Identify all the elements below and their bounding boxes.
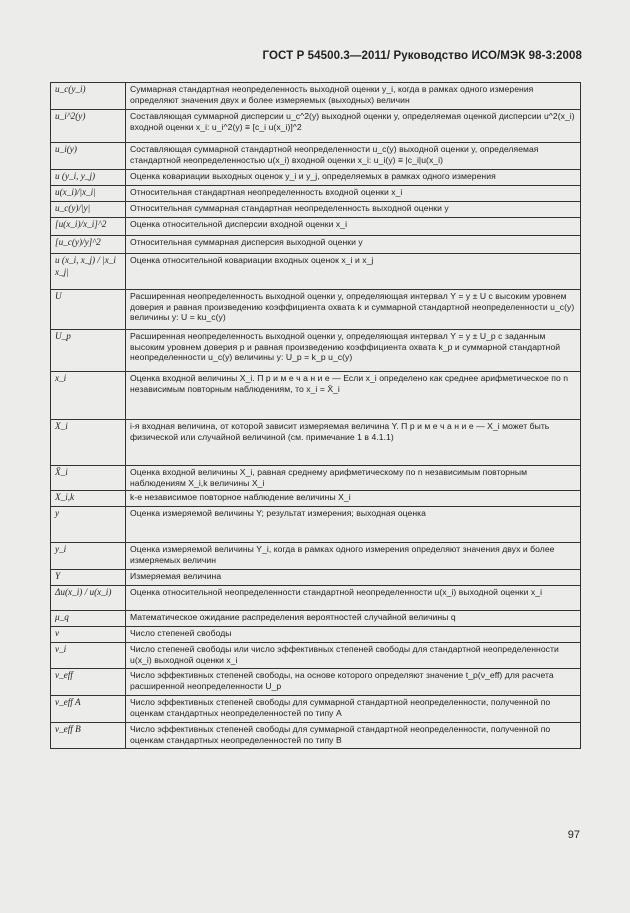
description-cell: Оценка относительной ковариации входных оценок x_i и x_j (126, 254, 581, 290)
symbol-cell: u_i(y) (51, 143, 126, 170)
table-row (51, 236, 581, 254)
symbol-cell: u (y_i, y_j) (51, 170, 126, 186)
table-row (51, 83, 581, 110)
table-row (51, 543, 581, 570)
description-cell: Оценка относительной дисперсии входной оценки x_i (126, 218, 581, 236)
symbol-cell: u (x_i, x_j) / |x_i x_j| (51, 254, 126, 290)
table-row (51, 507, 581, 543)
symbols-table (50, 82, 581, 749)
table-row (51, 254, 581, 290)
table-row (51, 218, 581, 236)
symbol-cell: y (51, 507, 126, 543)
table-row (51, 170, 581, 186)
description-cell: Число степеней свободы (126, 627, 581, 643)
table-row (51, 611, 581, 627)
symbol-cell: ν_eff B (51, 723, 126, 749)
description-cell: Оценка входной величины X_i. П р и м е ч а н и е — Если x_i определено как среднее арифметическое по n независимым повторным наблюдениям, то x_i = X̄_i (126, 372, 581, 420)
table-row (51, 330, 581, 372)
description-cell: Оценка измеряемой величины Y; результат измерения; выходная оценка (126, 507, 581, 543)
table-row (51, 186, 581, 202)
symbol-cell: u_c(y)/|y| (51, 202, 126, 218)
symbol-cell: X_i (51, 420, 126, 466)
symbol-cell: y_i (51, 543, 126, 570)
description-cell: Суммарная стандартная неопределенность выходной оценки y_i, когда в рамках одного измерения определяют значения двух и более измеряемых (выходных) величин (126, 83, 581, 110)
symbol-cell: U (51, 290, 126, 330)
description-cell: Математическое ожидание распределения вероятностей случайной величины q (126, 611, 581, 627)
description-cell: Оценка измеряемой величины Y_i, когда в рамках одного измерения определяют значения двух и более измеряемых величин (126, 543, 581, 570)
symbol-cell: U_p (51, 330, 126, 372)
symbol-cell: ν_eff A (51, 696, 126, 723)
table-row (51, 372, 581, 420)
symbol-cell: ν (51, 627, 126, 643)
description-cell: i-я входная величина, от которой зависит измеряемая величина Y. П р и м е ч а н и е — X_i может быть физической или случайной величиной (см. примечание 1 в 4.1.1) (126, 420, 581, 466)
description-cell: Составляющая суммарной дисперсии u_c^2(y) выходной оценки y, определяемая оценкой дисперсии u^2(x_i) входной оценки x_i: u_i^2(y) ≡ [c_i u(x_i)]^2 (126, 110, 581, 143)
table-row (51, 110, 581, 143)
symbol-cell: u_c(y_i) (51, 83, 126, 110)
description-cell: Число эффективных степеней свободы для суммарной стандартной неопределенности, полученной по оценкам стандартных неопределенностей по типу В (126, 723, 581, 749)
table-row (51, 643, 581, 669)
symbol-cell: X̄_i (51, 466, 126, 491)
description-cell: Расширенная неопределенность выходной оценки y, определяющая интервал Y = y ± U_p с заданным высоким уровнем доверия p и равная произведению коэффициента охвата k_p и суммарной стандартной неопределенности u_c(y) величины y: U_p = k_p u_c(y) (126, 330, 581, 372)
symbol-cell: u_i^2(y) (51, 110, 126, 143)
page-number: 97 (567, 829, 580, 841)
description-cell: Число эффективных степеней свободы для суммарной стандартной неопределенности, полученной по оценкам стандартных неопределенностей по типу А (126, 696, 581, 723)
description-cell: Относительная суммарная стандартная неопределенность выходной оценки y (126, 202, 581, 218)
symbol-cell: u(x_i)/|x_i| (51, 186, 126, 202)
table-row (51, 143, 581, 170)
symbol-cell: Y (51, 570, 126, 586)
description-cell: Число эффективных степеней свободы, на основе которого определяют значение t_p(ν_eff) для расчета расширенной неопределенности U_p (126, 669, 581, 696)
table-row (51, 466, 581, 491)
description-cell: Составляющая суммарной стандартной неопределенности u_c(y) выходной оценки y, определяемая стандартной неопределенностью u(x_i) входной оценки x_i: u_i(y) ≡ |c_i|u(x_i) (126, 143, 581, 170)
symbol-cell: X_i,k (51, 491, 126, 507)
description-cell: Измеряемая величина (126, 570, 581, 586)
table-row (51, 723, 581, 749)
description-cell: Оценка ковариации выходных оценок y_i и y_j, определяемых в рамках одного измерения (126, 170, 581, 186)
table-row (51, 290, 581, 330)
table-row (51, 570, 581, 586)
description-cell: Оценка относительной неопределенности стандартной неопределенности u(x_i) выходной оценки x_i (126, 586, 581, 611)
symbol-cell: ν_eff (51, 669, 126, 696)
table-row (51, 420, 581, 466)
page-header: ГОСТ Р 54500.3—2011/ Руководство ИСО/МЭК 98-3:2008 (262, 50, 582, 62)
symbol-cell: [u(x_i)/x_i]^2 (51, 218, 126, 236)
table-row (51, 627, 581, 643)
table-row (51, 202, 581, 218)
description-cell: Число степеней свободы или число эффективных степеней свободы для стандартной неопределенности u(x_i) выходной оценки x_i (126, 643, 581, 669)
table-row (51, 491, 581, 507)
description-cell: Расширенная неопределенность выходной оценки y, определяющая интервал Y = y ± U с высоким уровнем доверия и равная произведению коэффициента охвата k и суммарной стандартной неопределенности u_c(y) величины y: U = ku_c(y) (126, 290, 581, 330)
symbol-cell: [u_c(y)/y]^2 (51, 236, 126, 254)
symbol-cell: Δu(x_i) / u(x_i) (51, 586, 126, 611)
table-row (51, 586, 581, 611)
symbol-cell: x_i (51, 372, 126, 420)
table-row (51, 696, 581, 723)
description-cell: Относительная стандартная неопределенность входной оценки x_i (126, 186, 581, 202)
symbol-cell: μ_q (51, 611, 126, 627)
symbol-cell: ν_i (51, 643, 126, 669)
description-cell: Относительная суммарная дисперсия выходной оценки y (126, 236, 581, 254)
table-row (51, 669, 581, 696)
description-cell: Оценка входной величины X_i, равная среднему арифметическому по n независимым повторным наблюдениям X_i,k величины X_i (126, 466, 581, 491)
description-cell: k-е независимое повторное наблюдение величины X_i (126, 491, 581, 507)
